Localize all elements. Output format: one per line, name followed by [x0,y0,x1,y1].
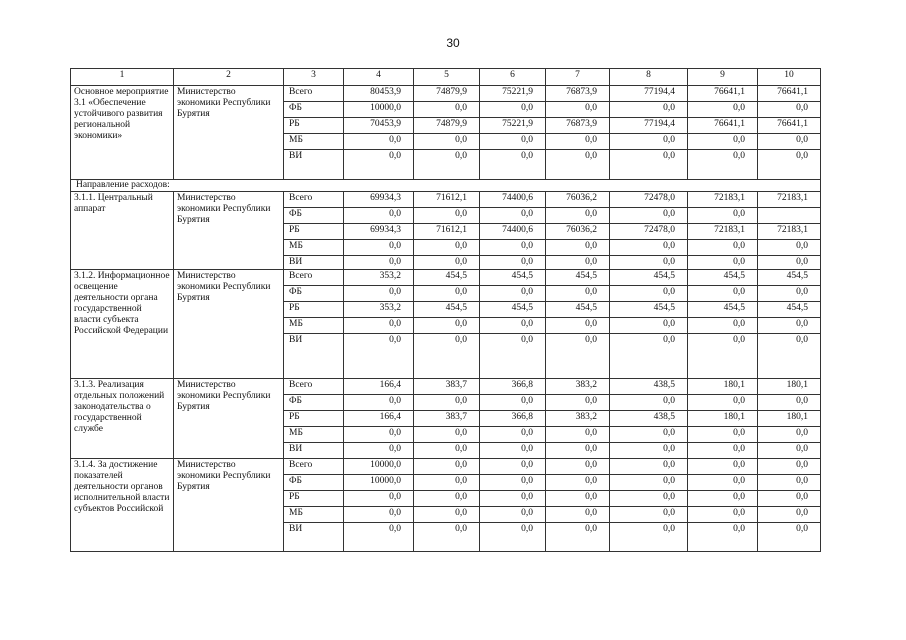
table-row [71,270,821,286]
amount-cell: 0,0 [610,507,688,523]
amount-cell: 180,1 [758,379,821,395]
amount-cell: 0,0 [414,443,480,459]
column-number: 8 [610,69,688,86]
amount-cell: 438,5 [610,411,688,427]
funding-source-cell: Всего [284,379,344,395]
funding-source-cell: РБ [284,118,344,134]
amount-cell: 0,0 [610,475,688,491]
amount-cell: 69934,3 [344,224,414,240]
amount-cell: 0,0 [546,475,610,491]
column-number: 4 [344,69,414,86]
funding-source-cell: ФБ [284,475,344,491]
amount-cell: 0,0 [610,318,688,334]
amount-cell: 0,0 [610,427,688,443]
amount-cell: 0,0 [480,334,546,379]
funding-source-cell: МБ [284,507,344,523]
amount-cell: 0,0 [546,240,610,256]
amount-cell: 0,0 [480,286,546,302]
funding-source-cell: ВИ [284,523,344,552]
amount-cell: 0,0 [688,507,758,523]
funding-source-cell: ВИ [284,443,344,459]
amount-cell: 0,0 [758,475,821,491]
amount-cell: 0,0 [344,240,414,256]
amount-cell: 0,0 [688,208,758,224]
table-body [71,86,821,552]
executor-cell: Министерство экономики Республики Бурятия [174,192,284,270]
page-number: 30 [446,36,460,50]
amount-cell: 0,0 [546,208,610,224]
amount-cell: 10000,0 [344,475,414,491]
amount-cell: 0,0 [758,150,821,180]
amount-cell: 0,0 [546,150,610,180]
amount-cell: 0,0 [480,318,546,334]
amount-cell: 0,0 [414,286,480,302]
amount-cell: 454,5 [688,270,758,286]
amount-cell: 0,0 [546,134,610,150]
amount-cell: 0,0 [546,459,610,475]
amount-cell: 0,0 [480,150,546,180]
amount-cell: 0,0 [480,208,546,224]
amount-cell: 0,0 [610,208,688,224]
amount-cell: 69934,3 [344,192,414,208]
funding-source-cell: РБ [284,302,344,318]
amount-cell: 0,0 [758,102,821,118]
amount-cell: 0,0 [546,507,610,523]
amount-cell: 0,0 [344,523,414,552]
amount-cell: 0,0 [688,334,758,379]
activity-name-cell: 3.1.4. За достижение показателей деятельности органов исполнительной власти субъектов Российской [71,459,174,552]
amount-cell: 0,0 [344,491,414,507]
amount-cell: 454,5 [610,270,688,286]
activity-name-cell: Основное мероприятие 3.1 «Обеспечение устойчивого развития региональной экономики» [71,86,174,180]
amount-cell: 0,0 [414,134,480,150]
activity-name-cell: 3.1.3. Реализация отдельных положений законодательства о государственной службе [71,379,174,459]
amount-cell: 0,0 [344,427,414,443]
amount-cell: 0,0 [344,395,414,411]
amount-cell: 0,0 [610,256,688,270]
amount-cell: 454,5 [610,302,688,318]
amount-cell: 0,0 [480,491,546,507]
amount-cell: 0,0 [546,491,610,507]
amount-cell: 0,0 [758,286,821,302]
amount-cell: 0,0 [758,318,821,334]
funding-source-cell: Всего [284,86,344,102]
funding-source-cell: ФБ [284,286,344,302]
amount-cell: 74400,6 [480,192,546,208]
amount-cell: 0,0 [688,256,758,270]
amount-cell: 0,0 [480,459,546,475]
amount-cell: 76873,9 [546,86,610,102]
amount-cell: 0,0 [688,318,758,334]
amount-cell: 0,0 [758,491,821,507]
amount-cell: 366,8 [480,411,546,427]
amount-cell: 72183,1 [688,192,758,208]
amount-cell: 0,0 [344,507,414,523]
amount-cell: 0,0 [546,334,610,379]
amount-cell: 383,7 [414,379,480,395]
amount-cell: 454,5 [546,270,610,286]
column-number-row [71,69,821,86]
amount-cell: 0,0 [688,102,758,118]
amount-cell: 72183,1 [758,224,821,240]
amount-cell: 70453,9 [344,118,414,134]
amount-cell: 0,0 [610,443,688,459]
column-number: 7 [546,69,610,86]
amount-cell: 0,0 [688,523,758,552]
table-row [71,459,821,475]
amount-cell: 0,0 [758,523,821,552]
amount-cell: 80453,9 [344,86,414,102]
amount-cell: 0,0 [344,150,414,180]
amount-cell: 0,0 [758,240,821,256]
funding-source-cell: Всего [284,270,344,286]
amount-cell: 454,5 [758,270,821,286]
amount-cell: 76641,1 [758,118,821,134]
executor-cell: Министерство экономики Республики Бурятия [174,459,284,552]
amount-cell: 0,0 [344,318,414,334]
section-row [71,180,821,192]
amount-cell: 0,0 [480,507,546,523]
amount-cell: 0,0 [414,395,480,411]
activity-name-cell: 3.1.2. Информационное освещение деятельности органа государственной власти субъекта Российской Федерации [71,270,174,379]
funding-source-cell: Всего [284,192,344,208]
amount-cell: 0,0 [414,507,480,523]
column-number: 1 [71,69,174,86]
column-number: 9 [688,69,758,86]
amount-cell: 0,0 [688,395,758,411]
amount-cell: 0,0 [688,491,758,507]
amount-cell: 0,0 [480,256,546,270]
amount-cell: 0,0 [414,318,480,334]
amount-cell: 0,0 [480,240,546,256]
amount-cell: 0,0 [610,102,688,118]
amount-cell: 0,0 [758,507,821,523]
amount-cell: 454,5 [480,270,546,286]
amount-cell: 0,0 [414,427,480,443]
funding-source-cell: МБ [284,134,344,150]
column-number: 5 [414,69,480,86]
amount-cell: 74400,6 [480,224,546,240]
table-row [71,86,821,102]
amount-cell: 0,0 [414,240,480,256]
amount-cell: 74879,9 [414,86,480,102]
amount-cell: 0,0 [688,134,758,150]
amount-cell: 0,0 [546,443,610,459]
amount-cell: 76036,2 [546,224,610,240]
column-number: 2 [174,69,284,86]
amount-cell: 0,0 [688,427,758,443]
amount-cell: 76641,1 [688,118,758,134]
amount-cell: 0,0 [610,491,688,507]
amount-cell: 0,0 [344,256,414,270]
amount-cell: 76036,2 [546,192,610,208]
amount-cell: 180,1 [758,411,821,427]
amount-cell: 454,5 [414,270,480,286]
amount-cell: 0,0 [414,523,480,552]
amount-cell: 10000,0 [344,459,414,475]
amount-cell: 0,0 [414,459,480,475]
amount-cell: 454,5 [480,302,546,318]
amount-cell: 72478,0 [610,224,688,240]
funding-source-cell: ФБ [284,395,344,411]
amount-cell: 71612,1 [414,192,480,208]
amount-cell: 366,8 [480,379,546,395]
amount-cell: 0,0 [414,256,480,270]
budget-table [70,68,821,552]
amount-cell: 0,0 [414,334,480,379]
column-number: 10 [758,69,821,86]
amount-cell: 0,0 [610,334,688,379]
amount-cell: 454,5 [414,302,480,318]
amount-cell: 0,0 [610,523,688,552]
amount-cell: 454,5 [546,302,610,318]
amount-cell: 0,0 [758,459,821,475]
column-number: 6 [480,69,546,86]
amount-cell: 0,0 [480,523,546,552]
amount-cell: 383,2 [546,411,610,427]
amount-cell: 0,0 [688,475,758,491]
amount-cell: 0,0 [344,334,414,379]
funding-source-cell: Всего [284,459,344,475]
funding-source-cell: МБ [284,318,344,334]
amount-cell: 0,0 [758,443,821,459]
amount-cell: 0,0 [546,523,610,552]
amount-cell: 438,5 [610,379,688,395]
amount-cell: 0,0 [414,150,480,180]
amount-cell: 0,0 [610,150,688,180]
amount-cell: 75221,9 [480,86,546,102]
amount-cell: 0,0 [758,427,821,443]
amount-cell: 0,0 [414,475,480,491]
amount-cell: 0,0 [758,334,821,379]
amount-cell: 0,0 [414,102,480,118]
amount-cell: 180,1 [688,379,758,395]
amount-cell [758,208,821,224]
amount-cell: 72183,1 [758,192,821,208]
table-row [71,379,821,395]
funding-source-cell: ВИ [284,334,344,379]
amount-cell: 0,0 [610,286,688,302]
amount-cell: 0,0 [546,395,610,411]
funding-source-cell: РБ [284,491,344,507]
amount-cell: 74879,9 [414,118,480,134]
amount-cell: 0,0 [344,286,414,302]
funding-source-cell: МБ [284,240,344,256]
funding-source-cell: ФБ [284,102,344,118]
amount-cell: 76641,1 [688,86,758,102]
amount-cell: 0,0 [480,134,546,150]
amount-cell: 0,0 [758,134,821,150]
amount-cell: 0,0 [546,102,610,118]
amount-cell: 0,0 [546,256,610,270]
amount-cell: 10000,0 [344,102,414,118]
amount-cell: 0,0 [688,240,758,256]
amount-cell: 72183,1 [688,224,758,240]
amount-cell: 0,0 [344,134,414,150]
amount-cell: 71612,1 [414,224,480,240]
amount-cell: 0,0 [480,427,546,443]
amount-cell: 0,0 [610,240,688,256]
amount-cell: 166,4 [344,379,414,395]
amount-cell: 0,0 [414,208,480,224]
amount-cell: 353,2 [344,270,414,286]
table-row [71,192,821,208]
funding-source-cell: РБ [284,411,344,427]
amount-cell: 0,0 [546,318,610,334]
amount-cell: 0,0 [610,459,688,475]
amount-cell: 72478,0 [610,192,688,208]
amount-cell: 0,0 [688,286,758,302]
funding-source-cell: ВИ [284,150,344,180]
funding-source-cell: МБ [284,427,344,443]
column-number: 3 [284,69,344,86]
amount-cell: 0,0 [480,102,546,118]
amount-cell: 0,0 [610,395,688,411]
amount-cell: 0,0 [758,395,821,411]
amount-cell: 0,0 [344,443,414,459]
amount-cell: 0,0 [758,256,821,270]
amount-cell: 76873,9 [546,118,610,134]
amount-cell: 166,4 [344,411,414,427]
funding-source-cell: ФБ [284,208,344,224]
amount-cell: 180,1 [688,411,758,427]
amount-cell: 454,5 [688,302,758,318]
amount-cell: 0,0 [480,475,546,491]
amount-cell: 0,0 [688,443,758,459]
amount-cell: 77194,4 [610,118,688,134]
funding-source-cell: РБ [284,224,344,240]
amount-cell: 0,0 [546,427,610,443]
amount-cell: 0,0 [688,459,758,475]
amount-cell: 75221,9 [480,118,546,134]
amount-cell: 454,5 [758,302,821,318]
amount-cell: 0,0 [546,286,610,302]
activity-name-cell: 3.1.1. Центральный аппарат [71,192,174,270]
amount-cell: 76641,1 [758,86,821,102]
executor-cell: Министерство экономики Республики Бурятия [174,270,284,379]
amount-cell: 383,7 [414,411,480,427]
executor-cell: Министерство экономики Республики Бурятия [174,86,284,180]
amount-cell: 0,0 [610,134,688,150]
amount-cell: 383,2 [546,379,610,395]
amount-cell: 353,2 [344,302,414,318]
amount-cell: 0,0 [414,491,480,507]
amount-cell: 77194,4 [610,86,688,102]
section-label: Направление расходов: [71,180,821,192]
amount-cell: 0,0 [688,150,758,180]
amount-cell: 0,0 [344,208,414,224]
executor-cell: Министерство экономики Республики Бурятия [174,379,284,459]
funding-source-cell: ВИ [284,256,344,270]
amount-cell: 0,0 [480,443,546,459]
amount-cell: 0,0 [480,395,546,411]
